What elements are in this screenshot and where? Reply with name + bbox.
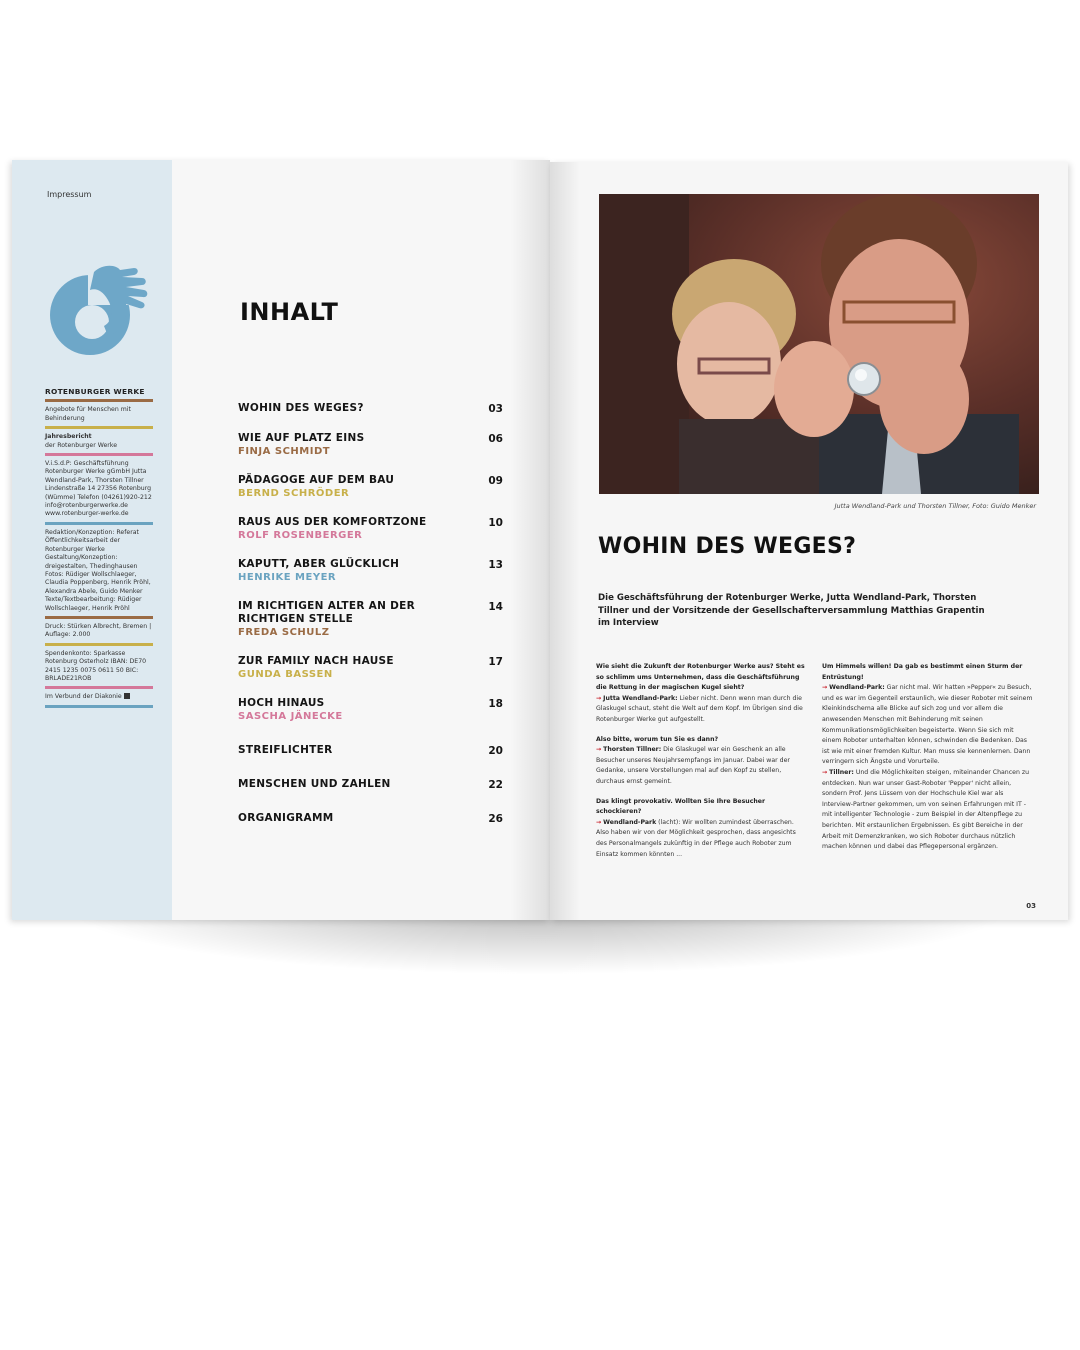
toc-item[interactable]: KAPUTT, ABER GLÜCKLICH HENRIKE MEYER 13 xyxy=(238,558,503,583)
qa-block: Also bitte, worum tun Sie es dann? → Thorsten Tillner: Die Glaskugel war ein Geschenk an alle Besucher unseres Neujahrsempfangs im Januar. Dabei war der Gedanke, unsere Vorstellungen mal auf den Kopf zu stellen, durchaus ernst gemeint. xyxy=(596,735,790,785)
qa-block: Wie sieht die Zukunft der Rotenburger Werke aus? Steht es so schlimm ums Unternehmen, dass die Geschäftsführung die Rettung in der magischen Kugel sieht? → Jutta Wendland-Park: Lieber nicht. Denn wenn man durch die Glaskugel schaut, steht die Welt auf dem Kopf. Im Übrigen sind die Rotenburger Werke gut aufgestellt. xyxy=(596,663,805,723)
report-subtitle: der Rotenburger Werke xyxy=(45,441,118,449)
toc-item[interactable]: STREIFLICHTER 20 xyxy=(238,744,503,757)
brand-name: ROTENBURGER WERKE xyxy=(45,387,145,396)
qa-block: Das klingt provokativ. Wollten Sie Ihre Besucher schockieren? → Wendland-Park (lacht): Wir wollten zumindest überraschen. Also haben wir von der Möglichkeit gesprochen, dass angesichts des Personalmangels zukünftig in der Pflege auch Roboter zum Einsatz kommen könnten ... xyxy=(596,797,796,858)
tagline: Angebote für Menschen mit Behinderung xyxy=(45,406,131,422)
left-page xyxy=(12,160,550,920)
print-block: Druck: Stürken Albrecht, Bremen | Auflage: 2.000 xyxy=(45,622,152,639)
article-column-2 xyxy=(822,662,1034,862)
credits-block: Redaktion/Konzeption: Referat Öffentlichkeitsarbeit der Rotenburger Werke Gestaltung/Konzeption: dreigestalten, Thedinghausen Fotos: Rüdiger Wollschlaeger, Claudia Poppenberg, Henrik Pröhl, Alexandra Abele, Guido Menker Texte/Textbearbeitung: Rüdiger Wollschlaeger, Henrik Pröhl xyxy=(45,528,151,612)
toc-item[interactable]: HOCH HINAUS SASCHA JÄNECKE 18 xyxy=(238,697,503,722)
article-title: WOHIN DES WEGES? xyxy=(598,534,857,559)
toc-item[interactable]: ZUR FAMILY NACH HAUSE GUNDA BASSEN 17 xyxy=(238,655,503,680)
right-page xyxy=(550,162,1068,920)
article-column-1 xyxy=(596,662,808,869)
page-number: 03 xyxy=(1026,902,1036,910)
diakonie-cross-icon xyxy=(124,693,130,699)
address-block: V.i.S.d.P: Geschäftsführung Rotenburger Werke gGmbH Jutta Wendland-Park, Thorsten Tillner Lindenstraße 14 27356 Rotenburg (Wümme) Telefon (04261)920-212 info@rotenburgerwerke.de www.rotenburger-werke.de xyxy=(45,460,152,518)
toc-item[interactable]: MENSCHEN UND ZAHLEN 22 xyxy=(238,778,503,791)
impressum-label: Impressum xyxy=(47,190,92,199)
bank-block: Spendenkonto: Sparkasse Rotenburg Osterholz IBAN: DE70 2415 1235 0075 0611 50 BIC: BRLADE21ROB xyxy=(45,649,147,682)
toc-item[interactable]: PÄDAGOGE AUF DEM BAU BERND SCHRÖDER 09 xyxy=(238,474,503,499)
toc-item[interactable]: ORGANIGRAMM 26 xyxy=(238,812,503,825)
report-title: Jahresbericht xyxy=(45,433,92,441)
article-lead: Die Geschäftsführung der Rotenburger Werke, Jutta Wendland-Park, Thorsten Tillner und der Vorsitzende der Gesellschafterversammlung Matthias Grapentin im Interview xyxy=(598,593,985,628)
diakonie-line: Im Verbund der Diakonie xyxy=(45,693,153,701)
photo-caption: Jutta Wendland-Park und Thorsten Tillner, Foto: Guido Menker xyxy=(834,502,1036,510)
toc-item[interactable]: WIE AUF PLATZ EINS FINJA SCHMIDT 06 xyxy=(238,432,503,457)
toc-item[interactable]: WOHIN DES WEGES? 03 xyxy=(238,402,503,415)
interview-photo xyxy=(599,194,1039,494)
impressum-sidebar xyxy=(12,160,172,920)
toc-title: INHALT xyxy=(240,298,339,326)
toc-item[interactable]: IM RICHTIGEN ALTER AN DER RICHTIGEN STELLE FREDA SCHULZ 14 xyxy=(238,600,503,638)
toc-item[interactable]: RAUS AUS DER KOMFORTZONE ROLF ROSENBERGER 10 xyxy=(238,516,503,541)
qa-block: → Tillner: Und die Möglichkeiten steigen, miteinander Chancen zu entdecken. Nun war unser Gast-Roboter 'Pepper' nicht allein, sondern Prof. Jens Lüssem von der Hochschule Kiel war als Interview-Partner gekommen, um von seinen Erfahrungen mit IT - mit intelligenter Technologie - zum Beispiel in der Altenpflege zu berichten. Mit erstaunlichen Ergebnissen. Es gibt Bereiche in der Arbeit mit Demenzkranken, wo sich Roboter durchaus nützlich machen können und dabei das Pflegepersonal ergänzen. xyxy=(822,768,1029,851)
impressum-column xyxy=(45,388,153,712)
rotenburger-werke-logo-icon xyxy=(42,260,152,370)
qa-block: Um Himmels willen! Da gab es bestimmt einen Sturm der Entrüstung! → Wendland-Park: Gar nicht mal. Wir hatten »Pepper« zu Besuch, und es war im Gegenteil erstaunlich, wie dieser Roboter mit seinem Kleinkindschema alle Blicke auf sich zog und vor allem die anwesenden Menschen mit Behinderung mit seinen Kommunikationsmöglichkeiten begeisterte. Wenn Sie sich mit einem Roboter unterhalten können, schwinden die Bedenken. Das ist wie mit einer fremden Kultur. Man muss sie kennenlernen. Dann verringern sich Ängste und Vorurteile. xyxy=(822,663,1033,766)
